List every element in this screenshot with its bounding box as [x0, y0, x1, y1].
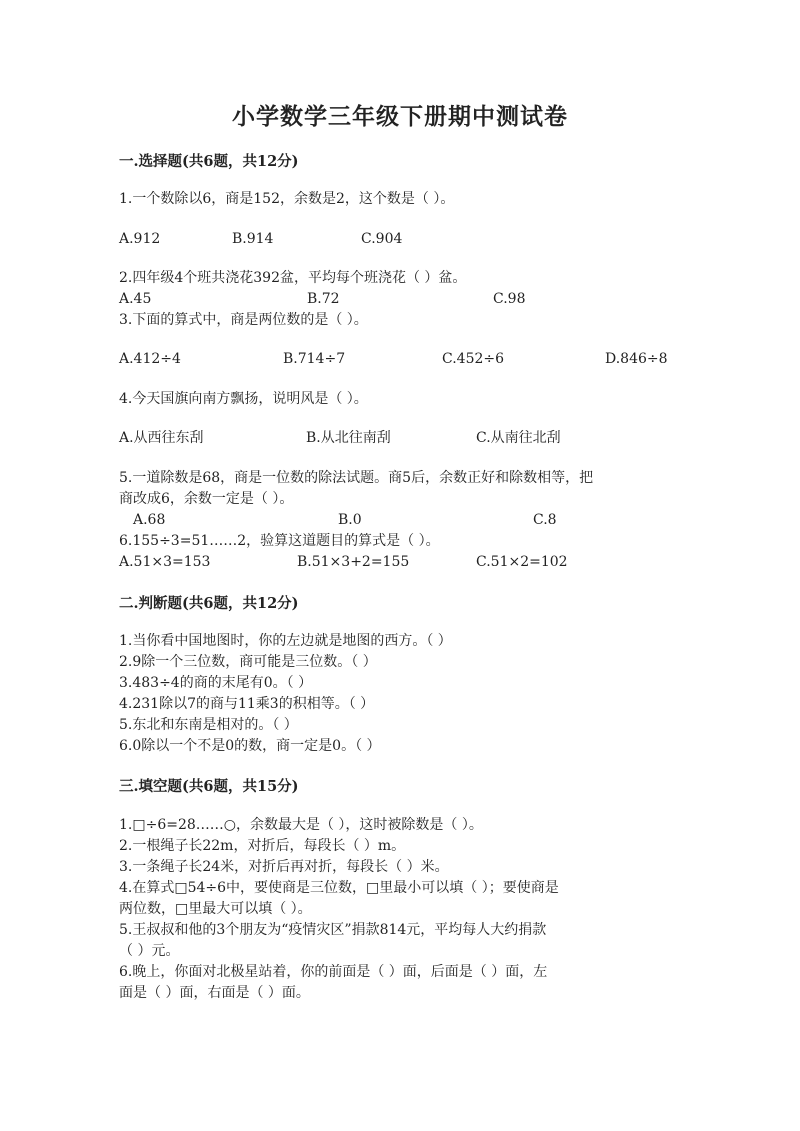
- choice-6-option-a: A.51×3=153: [119, 554, 211, 570]
- fill-item-4-line-2: 两位数，□里最大可以填（ ）。: [119, 901, 312, 917]
- fill-item-1: 1.□÷6=28……○，余数最大是（ ），这时被除数是（ ）。: [119, 817, 483, 833]
- choice-4-option-c: C.从南往北刮: [476, 430, 561, 446]
- fill-item-6-line-1: 6.晚上，你面对北极星站着，你的前面是（ ）面，后面是（ ）面，左: [119, 964, 548, 980]
- choice-6-option-c: C.51×2=102: [476, 554, 568, 570]
- judgement-item-3: 3.483÷4的商的末尾有0。（ ）: [119, 675, 313, 691]
- choice-question-6: 6.155÷3=51……2，验算这道题目的算式是（ ）。: [119, 533, 440, 549]
- choice-1-option-b: B.914: [232, 231, 274, 247]
- fill-item-6-line-2: 面是（ ）面，右面是（ ）面。: [119, 985, 310, 1001]
- choice-1-option-a: A.912: [119, 231, 161, 247]
- choice-3-option-a: A.412÷4: [119, 351, 181, 367]
- fill-item-5-line-2: （ ）元。: [119, 943, 180, 959]
- fill-item-4-line-1: 4.在算式□54÷6中，要使商是三位数，□里最小可以填（ ）；要使商是: [119, 880, 559, 896]
- choice-question-5-line-1: 5.一道除数是68，商是一位数的除法试题。商5后，余数正好和除数相等，把: [119, 470, 594, 486]
- choice-2-option-c: C.98: [493, 291, 526, 307]
- judgement-item-4: 4.231除以7的商与11乘3的积相等。（ ）: [119, 696, 375, 712]
- choice-3-option-b: B.714÷7: [283, 351, 346, 367]
- choice-question-4: 4.今天国旗向南方飘扬，说明风是（ ）。: [119, 391, 368, 407]
- section-heading-judgement: 二.判断题(共6题，共12分): [119, 595, 299, 612]
- choice-2-option-a: A.45: [119, 291, 152, 307]
- fill-item-2: 2.一根绳子长22m，对折后，每段长（ ）m。: [119, 838, 406, 854]
- fill-item-5-line-1: 5.王叔叔和他的3个朋友为“疫情灾区”捐款814元，平均每人大约捐款: [119, 922, 547, 938]
- choice-question-5-line-2: 商改成6，余数一定是（ ）。: [119, 491, 294, 507]
- page-title: 小学数学三年级下册期中测试卷: [232, 103, 568, 130]
- choice-5-option-a: A.68: [133, 512, 166, 528]
- fill-item-3: 3.一条绳子长24米，对折后再对折，每段长（ ）米。: [119, 859, 449, 875]
- choice-5-option-c: C.8: [533, 512, 557, 528]
- choice-6-option-b: B.51×3+2=155: [297, 554, 410, 570]
- choice-3-option-d: D.846÷8: [605, 351, 668, 367]
- choice-2-option-b: B.72: [307, 291, 340, 307]
- judgement-item-1: 1.当你看中国地图时，你的左边就是地图的西方。（ ）: [119, 633, 452, 649]
- choice-4-option-a: A.从西往东刮: [119, 430, 204, 446]
- section-heading-fill-in: 三.填空题(共6题，共15分): [119, 778, 299, 795]
- judgement-item-6: 6.0除以一个不是0的数，商一定是0。（ ）: [119, 738, 381, 754]
- judgement-item-2: 2.9除一个三位数，商可能是三位数。（ ）: [119, 654, 377, 670]
- choice-4-option-b: B.从北往南刮: [306, 430, 391, 446]
- choice-1-option-c: C.904: [361, 231, 403, 247]
- section-heading-choice: 一.选择题(共6题，共12分): [119, 153, 299, 170]
- judgement-item-5: 5.东北和东南是相对的。（ ）: [119, 717, 298, 733]
- choice-question-2: 2.四年级4个班共浇花392盆，平均每个班浇花（ ）盆。: [119, 270, 467, 286]
- choice-question-1: 1.一个数除以6，商是152，余数是2，这个数是（ ）。: [119, 191, 455, 207]
- choice-3-option-c: C.452÷6: [442, 351, 505, 367]
- choice-question-3: 3.下面的算式中，商是两位数的是（ ）。: [119, 312, 368, 328]
- choice-5-option-b: B.0: [338, 512, 362, 528]
